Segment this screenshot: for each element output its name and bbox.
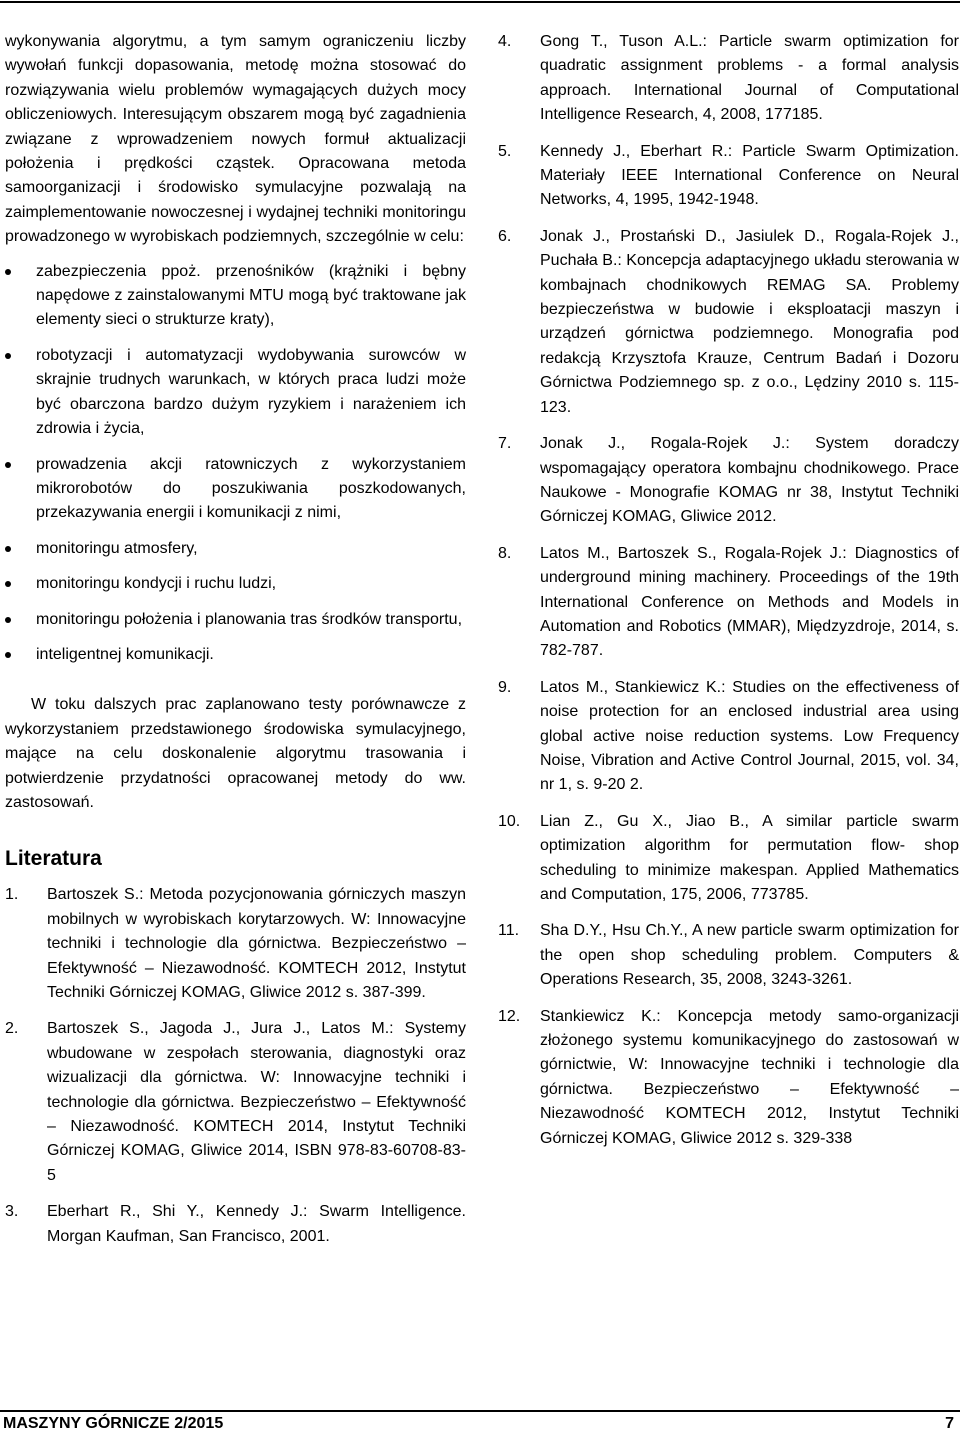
reference-item: 6. Jonak J., Prostański D., Jasiulek D., Rogala-Rojek J., Puchała B.: Koncepcja adaptacyjnego układu sterowania w kombajnach chodnikowych REMAG SA. Problemy bezpieczeństwa w budowie i eksploatacji maszyn i urządzeń górnictwa podziemnego. Monografia pod redakcją Krzysztofa Krauze, Centrum Badań i Dozoru Górnictwa Podziemnego sp. z o.o., Lędziny 2010 s. 115-123. <box>498 227 959 416</box>
footer-page-number: 7 <box>945 1415 954 1432</box>
bullet-item: prowadzenia akcji ratowniczych z wykorzystaniem mikrorobotów do poszukiwania poszkodowanych, przekazywania energii i komunikacji z nimi, <box>5 453 466 526</box>
references-heading: Literatura <box>5 847 102 871</box>
reference-item: 3. Eberhart R., Shi Y., Kennedy J.: Swarm Intelligence. Morgan Kaufman, San Francisco, 2001. <box>5 1203 466 1245</box>
intro-paragraph: wykonywania algorytmu, a tym samym ograniczeniu liczby wywołań funkcji dopasowania, metodę można stosować do rozwiązywania wielu problemów wymagających dużych mocy obliczeniowych. Interesującym obszarem mogą być zagadnienia związane z wprowadzeniem nowych formuł aktualizacji położenia i prędkości cząstek. Opracowana metoda samoorganizacji i środowisko symulacyjne pozwalają na zaimplementowanie nowoczesnej i wydajnej techniki monitoringu prowadzonego w wyrobiskach podziemnych, szczególnie w celu: <box>5 33 466 246</box>
bullet-icon <box>5 617 11 623</box>
closing-paragraph: W toku dalszych prac zaplanowano testy porównawcze z wykorzystaniem przedstawionego środowiska symulacyjnego, mające na celu doskonalenie algorytmu trasowania i potwierdzenie przydatności opracowanej metody do ww. zastosowań. <box>5 696 466 811</box>
reference-item: 4. Gong T., Tuson A.L.: Particle swarm optimization for quadratic assignment problems - a formal analysis approach. International Journal of Computational Intelligence Research, 4, 2008, 177185. <box>498 33 959 124</box>
reference-item: 1. Bartoszek S.: Metoda pozycjonowania górniczych maszyn mobilnych w wyrobiskach korytarzowych. W: Innowacyjne techniki i technologie dla górnictwa. Bezpieczeństwo – Efektywność – Niezawodność. KOMTECH 2012, Instytut Techniki Górniczej KOMAG, Gliwice 2012 s. 387-399. <box>5 886 466 1001</box>
bullet-list <box>5 260 466 668</box>
reference-item: 7. Jonak J., Rogala-Rojek J.: System doradczy wspomagający operatora kombajnu chodnikowego. Prace Naukowe - Monografie KOMAG nr 38, Instytut Techniki Górniczej KOMAG, Gliwice 2012. <box>498 435 959 526</box>
reference-item: 12. Stankiewicz K.: Koncepcja metody samo-organizacji złożonego systemu komunikacyjnego do zastosowań w górnictwie, W: Innowacyjne techniki i technologie dla górnictwa. Bezpieczeństwo – Efektywność – Niezawodność KOMTECH 2012, Instytut Techniki Górniczej KOMAG, Gliwice 2012 s. 329-338 <box>498 1007 959 1147</box>
reference-item: 10. Lian Z., Gu X., Jiao B., A similar particle swarm optimization algorithm for permutation flow- shop scheduling to minimize makespan. Applied Mathematics and Computation, 175, 2006, 773785. <box>498 812 959 903</box>
bullet-item: monitoringu położenia i planowania tras środków transportu, <box>5 608 466 632</box>
header-rule <box>0 1 960 3</box>
bullet-item: inteligentnej komunikacji. <box>5 643 466 667</box>
reference-item: 8. Latos M., Bartoszek S., Rogala-Rojek J.: Diagnostics of underground mining machinery. Proceedings of the 19th International Conference on Methods and Models in Automation and Robotics (MMAR), Międzyzdroje, 2014, s. 782-787. <box>498 544 959 660</box>
right-column <box>498 30 959 1163</box>
footer-journal: MASZYNY GÓRNICZE 2/2015 <box>3 1415 224 1432</box>
bullet-item: monitoringu atmosfery, <box>5 537 466 561</box>
references-list-left <box>5 883 466 1249</box>
bullet-icon <box>5 652 11 658</box>
bullet-item: zabezpieczenia ppoż. przenośników (krążniki i bębny napędowe z zainstalowanymi MTU mogą być traktowane jak elementy sieci o strukturze kraty), <box>5 260 466 333</box>
bullet-icon <box>5 353 11 359</box>
reference-item: 5. Kennedy J., Eberhart R.: Particle Swarm Optimization. Materiały IEEE International Conference on Neural Networks, 4, 1995, 1942-1948. <box>498 142 959 209</box>
reference-item: 2. Bartoszek S., Jagoda J., Jura J., Latos M.: Systemy wbudowane w zespołach sterowania, diagnostyki oraz wizualizacji dla górnictwa. W: Innowacyjne techniki i technologie dla górnictwa. Bezpieczeństwo – Efektywność – Niezawodność. KOMTECH 2014, Instytut Techniki Górniczej KOMAG, Gliwice 2014, ISBN 978-83-60708-83-5 <box>5 1020 466 1184</box>
bullet-item: robotyzacji i automatyzacji wydobywania surowców w skrajnie trudnych warunkach, w których praca ludzi może być obarczona bardzo dużym ryzykiem i narażeniem ich zdrowia i życia, <box>5 344 466 442</box>
footer-rule <box>0 1410 960 1412</box>
bullet-icon <box>5 462 11 468</box>
reference-item: 9. Latos M., Stankiewicz K.: Studies on the effectiveness of noise protection for an enclosed industrial area using global active noise reduction systems. Low Frequency Noise, Vibration and Active Control Journal, 2015, vol. 34, nr 1, s. 9-20 2. <box>498 678 959 794</box>
bullet-icon <box>5 269 11 275</box>
reference-item: 11. Sha D.Y., Hsu Ch.Y., A new particle swarm optimization for the open shop scheduling problem. Computers & Operations Research, 35, 2008, 3243-3261. <box>498 922 959 989</box>
left-column <box>5 30 466 1261</box>
bullet-icon <box>5 581 11 587</box>
bullet-icon <box>5 546 11 552</box>
bullet-item: monitoringu kondycji i ruchu ludzi, <box>5 572 466 596</box>
references-list-right <box>498 30 959 1151</box>
